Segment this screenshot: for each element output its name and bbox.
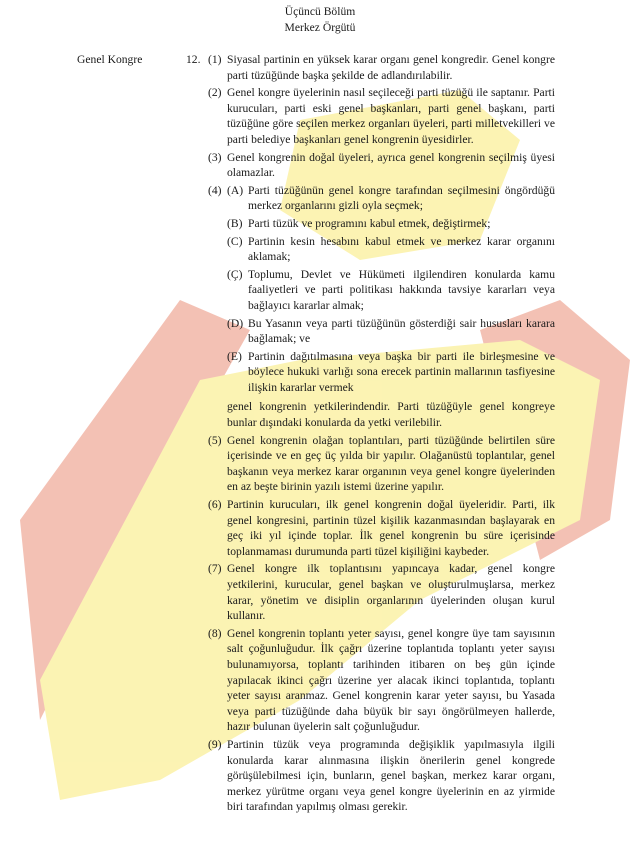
paragraph-number: (8) [208,626,222,640]
paragraph-number: (1) [208,53,222,66]
sub-item-text: Partinin dağıtılmasına veya başka bir parti ile birleşmesine ve böylece hukuki varlığı sona erecek partinin mallarının tasfiyesine ilişkin kararlar vermek [248,349,555,394]
paragraph-number: (3) [208,150,222,164]
sub-item [227,316,555,347]
paragraph-4-closing: genel kongrenin yetkilerindendir. Parti tüzüğüyle genel kongreye bunlar dışındaki konularda da yetki verilebilir. [227,400,555,430]
article-side-label: Genel Kongre [77,53,143,66]
paragraph [208,737,555,815]
paragraph [208,561,555,623]
paragraph-number: (6) [208,498,222,512]
sub-item-list [227,183,555,398]
sub-item-text: Parti tüzüğünün genel kongre tarafından seçilmesini öngördüğü merkez organlarını gizli oyla seçmek; [248,183,555,213]
paragraph-text: Partinin kurucuları, ilk genel kongrenin doğal üyeleridir. Parti, ilk genel kongresini, partinin tüzel kişilik kazanmasından başlayarak en geç iki yıl içinde toplar. İlk genel kongrenin bu süre içerisinde toplanmaması durumunda parti tüzel kişiliğini kaybeder. [227,498,555,558]
sub-item [227,349,555,396]
paragraph-text: Siyasal partinin en yüksek karar organı genel kongredir. Genel kongre parti tüzüğünde başka şekilde de adlandırılabilir. [227,53,555,82]
sub-item-label: (C) [227,234,243,248]
sub-item [227,267,555,314]
sub-item-text: Bu Yasanın veya parti tüzüğünün gösterdiği sair hususları karara bağlamak; ve [248,316,555,346]
paragraph [208,497,555,559]
sub-item [227,216,555,232]
sub-item [227,183,555,214]
paragraph-number: (2) [208,86,222,100]
paragraph [208,433,555,495]
section-title: Merkez Örgütü [284,21,356,34]
sub-item-label: (E) [227,349,242,363]
paragraph [208,85,555,147]
article-body [208,52,555,817]
paragraph [208,626,555,735]
paragraph-number: (7) [208,562,222,576]
paragraph-number: (5) [208,433,222,447]
paragraph-text: Genel kongrenin olağan toplantıları, parti tüzüğünde belirtilen süre içerisinde ve en geç üç yılda bir yapılır. Olağanüstü toplantılar, genel başkanın veya merkez karar organının veya genel kongre üyelerinden en az beşte birinin yazılı istemi üzerine yapılır. [227,433,555,494]
sub-item-label: (D) [227,316,244,330]
paragraph-text: Genel kongre üyelerinin nasıl seçileceği parti tüzüğü ile saptanır. Parti kurucuları, parti eski genel başkanları, parti genel başkanı, parti tüzüğüne göre seçilen merkez organları üyeleri, parti milletvekilleri ve parti belediye başkanları genel kongrenin üyesidirler. [227,86,555,146]
paragraph-text: Genel kongrenin doğal üyeleri, ayrıca genel kongrenin seçilmiş üyesi olamazlar. [227,150,555,180]
paragraph-text: Partinin tüzük veya programında değişiklik yapılmasıyla ilgili konularda karar alınmasına ilişkin önerilerin genel kongrede görüşülebilmesi için, bunların, genel başkan, merkez karar organı, merkez yürütme organı veya genel kongre üyelerinin en az yirmide biri tarafından yapılmış olması gerekir. [227,737,555,814]
sub-item-text: Parti tüzük ve programını kabul etmek, değiştirmek; [248,216,491,230]
paragraph-number: (9) [208,737,222,751]
sub-item-text: Toplumu, Devlet ve Hükümeti ilgilendiren konularda kamu faaliyetleri ve parti politikası hakkında tavsiye kararları veya bağlayıcı kararlar almak; [248,267,555,312]
sub-item-label: (A) [227,183,244,197]
paragraph-text: Genel kongre ilk toplantısını yapıncaya kadar, genel kongre yetkilerini, kurucular, genel başkan ve oluşturulmuşlarsa, merkez karar, yönetim ve disiplin organlarının üyelerinden oluşan kurul kullanır. [227,562,555,623]
sub-item-label: (B) [227,216,243,230]
sub-item [227,234,555,265]
article-number: 12. [186,53,201,66]
paragraph-4 [208,183,555,398]
section-number: Üçüncü Bölüm [284,5,356,18]
paragraph [208,150,555,181]
sub-item-label: (Ç) [227,267,243,281]
sub-item-text: Partinin kesin hesabını kabul etmek ve merkez karar organını aklamak; [248,234,555,264]
paragraph [208,52,555,83]
paragraph-text: Genel kongrenin toplantı yeter sayısı, genel kongre üye tam sayısının salt çoğunluğudur. İlk çağrı üzerine toplantıda toplantı yeter sayısı bulunamıyorsa, toplantı tarihinden itibaren on beş gün içinde yapılacak ikinci çağrı üzerine yer alacak ikinci toplantıda, toplantı yeter sayısı aranmaz. Genel kongrenin karar yeter sayısı, bu Yasada veya parti tüzüğünde daha büyük bir sayı öngörülmeyen hallerde, hazır bulunan üyelerin salt çoğunluğudur. [227,626,555,734]
paragraph-number: (4) [208,183,222,197]
